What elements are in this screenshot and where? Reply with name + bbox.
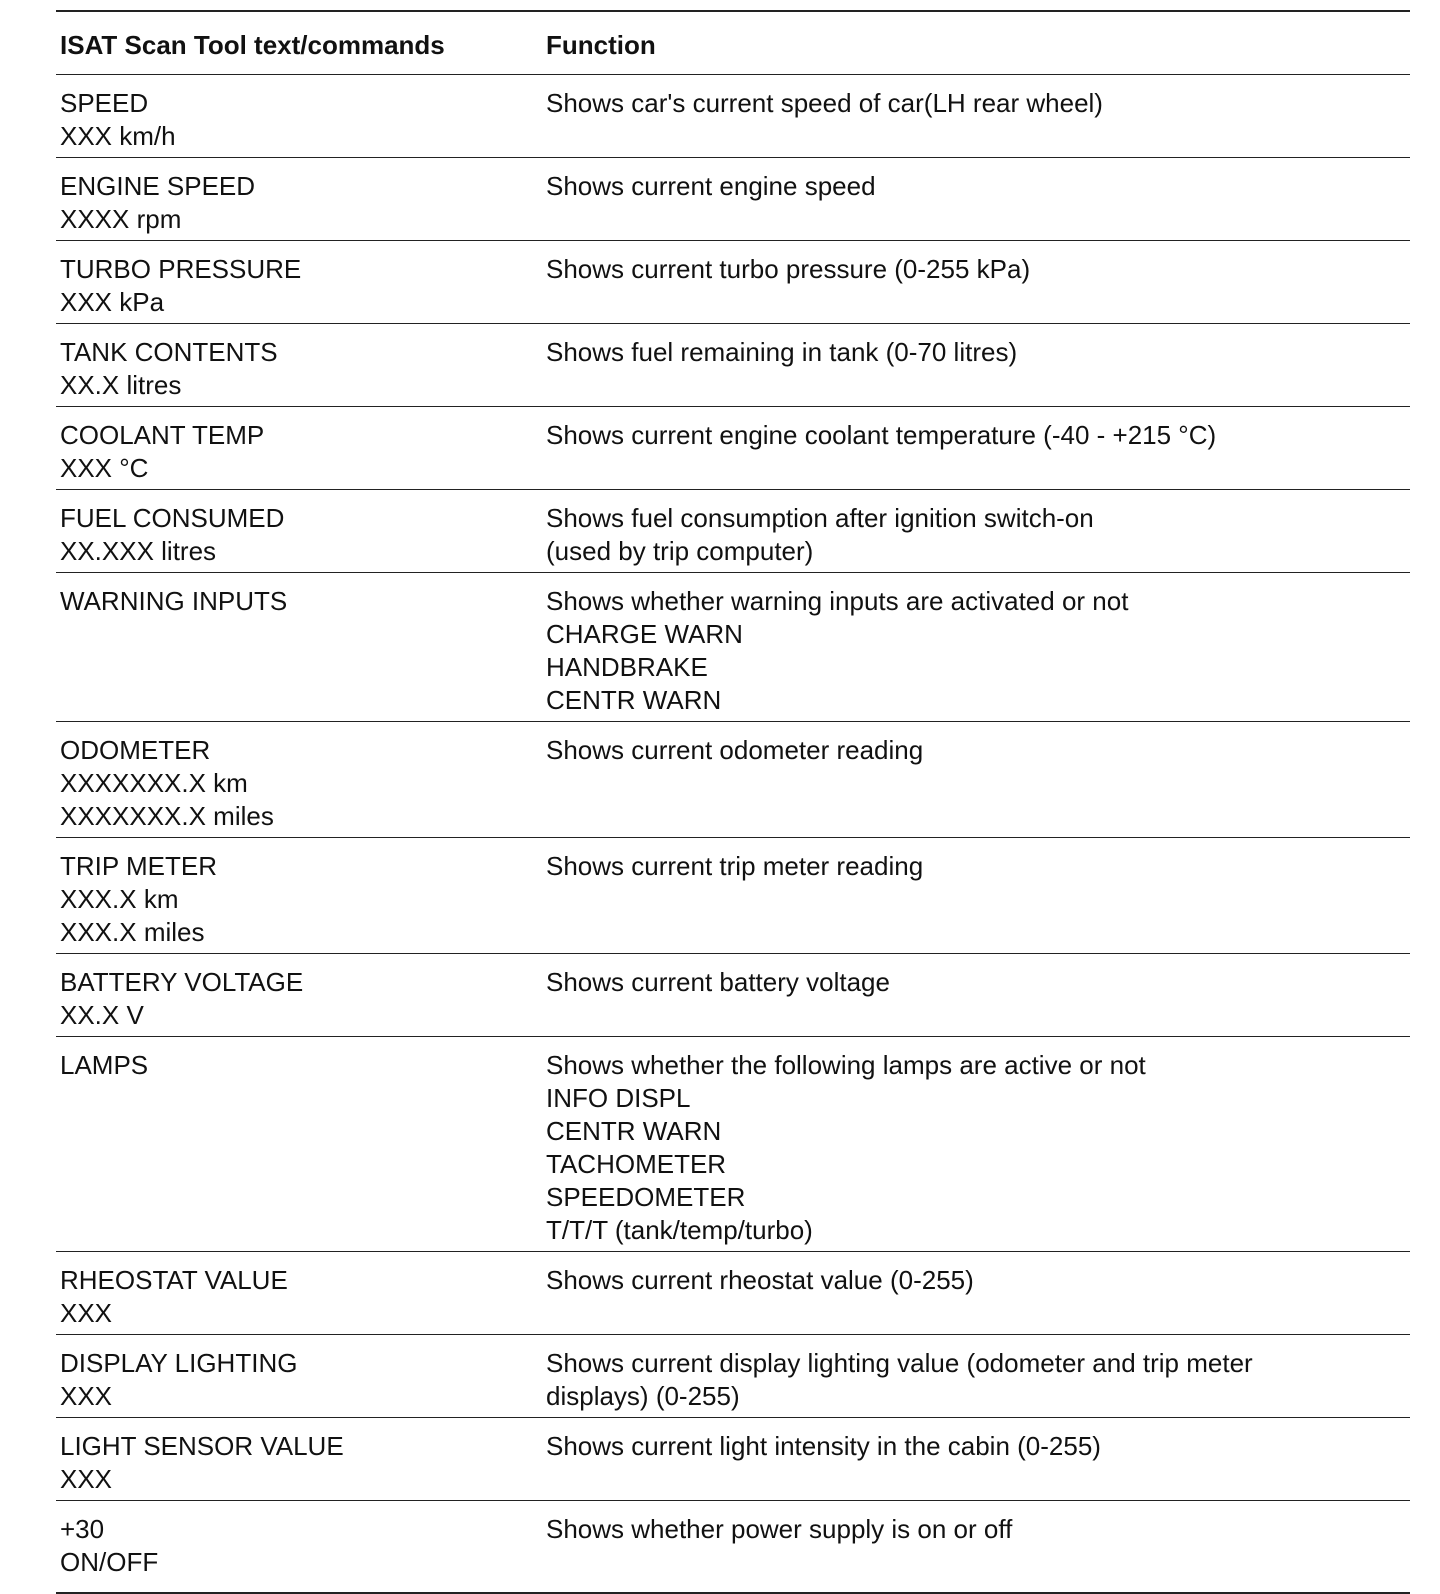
function-text: Shows current odometer reading <box>546 735 924 765</box>
table-row <box>56 1252 1410 1335</box>
function-cell <box>546 502 1410 568</box>
command-text: ENGINE SPEED <box>60 171 256 201</box>
command-text: XXX °C <box>60 453 149 483</box>
function-cell <box>546 419 1410 485</box>
top-rule <box>56 10 1410 12</box>
command-text: BATTERY VOLTAGE <box>60 967 304 997</box>
function-text: Shows whether warning inputs are activated or not <box>546 586 1129 616</box>
function-text: CENTR WARN <box>546 1116 722 1146</box>
command-cell <box>56 850 546 949</box>
table-row <box>56 1501 1410 1594</box>
table-row <box>56 1335 1410 1418</box>
command-text: WARNING INPUTS <box>60 586 288 616</box>
command-cell <box>56 966 546 1032</box>
command-text: XXX <box>60 1381 113 1411</box>
table-row <box>56 573 1410 722</box>
function-text: CHARGE WARN <box>546 619 743 649</box>
function-cell <box>546 966 1410 1032</box>
header-function: Function <box>546 30 656 60</box>
function-text: Shows fuel remaining in tank (0-70 litres) <box>546 337 1018 367</box>
command-text: COOLANT TEMP <box>60 420 265 450</box>
command-text: XX.X V <box>60 1000 144 1030</box>
table-row <box>56 158 1410 241</box>
header-command: ISAT Scan Tool text/commands <box>60 30 445 60</box>
function-text: SPEEDOMETER <box>546 1182 746 1212</box>
function-text: Shows current display lighting value (odometer and trip meter <box>546 1348 1253 1378</box>
function-text: Shows current rheostat value (0-255) <box>546 1265 974 1295</box>
function-cell <box>546 1430 1410 1496</box>
function-cell <box>546 170 1410 236</box>
command-cell <box>56 1347 546 1413</box>
command-text: TANK CONTENTS <box>60 337 278 367</box>
table-row <box>56 490 1410 573</box>
table-row <box>56 241 1410 324</box>
table-row <box>56 75 1410 158</box>
function-cell <box>546 1347 1410 1413</box>
command-text: SPEED <box>60 88 149 118</box>
command-text: XXXXXXX.X miles <box>60 801 274 831</box>
command-text: TURBO PRESSURE <box>60 254 302 284</box>
command-text: XXXX rpm <box>60 204 182 234</box>
function-text: Shows fuel consumption after ignition switch-on <box>546 503 1094 533</box>
function-cell <box>546 1513 1410 1588</box>
command-text: XXX km/h <box>60 121 176 151</box>
function-cell <box>546 1049 1410 1247</box>
command-text: DISPLAY LIGHTING <box>60 1348 298 1378</box>
command-cell <box>56 1513 546 1588</box>
command-text: ON/OFF <box>60 1547 159 1577</box>
function-text: Shows car's current speed of car(LH rear wheel) <box>546 88 1103 118</box>
command-cell <box>56 1049 546 1247</box>
table-row <box>56 954 1410 1037</box>
command-text: ODOMETER <box>60 735 211 765</box>
function-cell <box>546 336 1410 402</box>
function-text: displays) (0-255) <box>546 1381 740 1411</box>
function-text: Shows whether the following lamps are active or not <box>546 1050 1146 1080</box>
table-row <box>56 722 1410 838</box>
command-cell <box>56 1430 546 1496</box>
table-header <box>56 30 1410 75</box>
command-cell <box>56 253 546 319</box>
command-text: TRIP METER <box>60 851 217 881</box>
function-text: Shows current engine speed <box>546 171 876 201</box>
command-text: XXX.X miles <box>60 917 205 947</box>
function-text: Shows current light intensity in the cabin (0-255) <box>546 1431 1101 1461</box>
command-text: LIGHT SENSOR VALUE <box>60 1431 344 1461</box>
table-row <box>56 324 1410 407</box>
command-cell <box>56 734 546 833</box>
command-text: FUEL CONSUMED <box>60 503 285 533</box>
command-text: XXX <box>60 1298 113 1328</box>
function-text: Shows current trip meter reading <box>546 851 924 881</box>
command-text: +30 <box>60 1514 105 1544</box>
command-text: LAMPS <box>60 1050 149 1080</box>
command-cell <box>56 170 546 236</box>
function-text: CENTR WARN <box>546 685 722 715</box>
command-cell <box>56 336 546 402</box>
function-cell <box>546 1264 1410 1330</box>
scan-tool-table <box>56 10 1410 1594</box>
table-row <box>56 407 1410 490</box>
function-cell <box>546 585 1410 717</box>
command-cell <box>56 419 546 485</box>
command-cell <box>56 1264 546 1330</box>
function-text: Shows current turbo pressure (0-255 kPa) <box>546 254 1031 284</box>
command-text: XXX.X km <box>60 884 179 914</box>
command-text: XXX kPa <box>60 287 165 317</box>
function-text: INFO DISPL <box>546 1083 691 1113</box>
table-row <box>56 1037 1410 1252</box>
command-text: XX.XXX litres <box>60 536 217 566</box>
command-text: XXX <box>60 1464 113 1494</box>
function-text: HANDBRAKE <box>546 652 708 682</box>
function-cell <box>546 253 1410 319</box>
command-text: RHEOSTAT VALUE <box>60 1265 288 1295</box>
table-row <box>56 1418 1410 1501</box>
function-text: TACHOMETER <box>546 1149 727 1179</box>
command-text: XXXXXXX.X km <box>60 768 248 798</box>
command-cell <box>56 585 546 717</box>
function-cell <box>546 734 1410 833</box>
function-text: Shows current battery voltage <box>546 967 890 997</box>
command-cell <box>56 87 546 153</box>
table-body <box>56 75 1410 1594</box>
command-text: XX.X litres <box>60 370 182 400</box>
command-cell <box>56 502 546 568</box>
function-cell <box>546 87 1410 153</box>
function-text: T/T/T (tank/temp/turbo) <box>546 1215 813 1245</box>
function-text: Shows whether power supply is on or off <box>546 1514 1013 1544</box>
table-row <box>56 838 1410 954</box>
function-text: (used by trip computer) <box>546 536 814 566</box>
function-text: Shows current engine coolant temperature (-40 - +215 °C) <box>546 420 1217 450</box>
function-cell <box>546 850 1410 949</box>
